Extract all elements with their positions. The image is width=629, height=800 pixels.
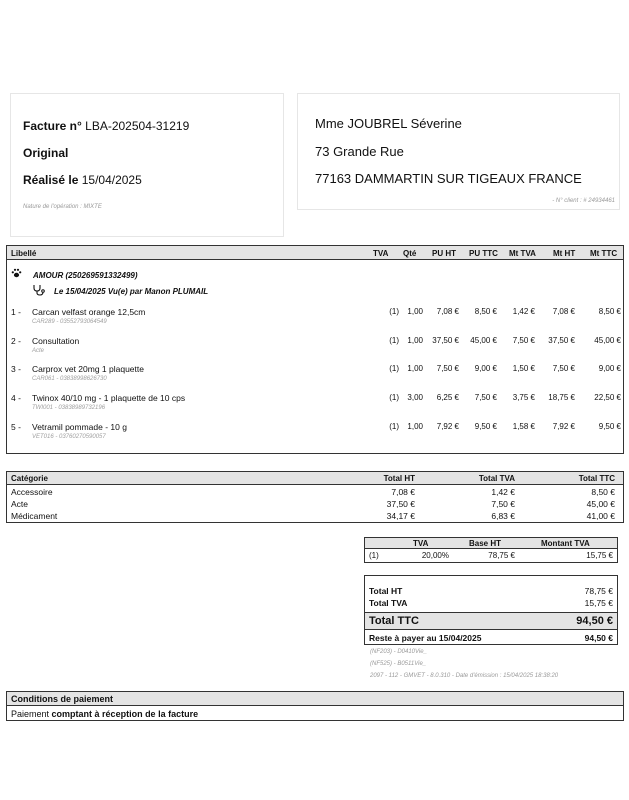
- row-pu-ht: 7,08 €: [436, 307, 459, 316]
- category-ttc: 41,00 €: [586, 511, 615, 521]
- total-ttc-value: 94,50 €: [576, 615, 613, 627]
- row-tva: (1): [389, 336, 399, 345]
- row-qte: 1,00: [407, 364, 423, 373]
- tva-table-header: [365, 538, 617, 549]
- items-table: [6, 245, 624, 454]
- category-tva: 7,50 €: [491, 499, 515, 509]
- row-label: Carcan velfast orange 12,5cm: [32, 307, 146, 317]
- row-index: 1 -: [11, 307, 21, 317]
- invoice-label: Facture n°: [23, 119, 82, 133]
- row-tva: (1): [389, 364, 399, 373]
- row-tva: (1): [389, 307, 399, 316]
- client-city: 77163 DAMMARTIN SUR TIGEAUX FRANCE: [315, 171, 582, 186]
- col-total-ht: Total HT: [383, 474, 415, 483]
- nf203-note: (NF203) - D0410Vie_: [370, 649, 427, 655]
- total-ttc-row: [365, 612, 617, 630]
- category-ht: 7,08 €: [391, 487, 415, 497]
- row-mt-ttc: 9,50 €: [598, 422, 621, 431]
- row-mt-tva: 1,58 €: [512, 422, 535, 431]
- row-tva: (1): [389, 422, 399, 431]
- realise-line: [23, 173, 142, 187]
- nf525-note: (NF525) - B0511Vie_: [370, 661, 427, 667]
- tva-code: (1): [369, 551, 379, 560]
- row-index: 4 -: [11, 393, 21, 403]
- row-mt-tva: 7,50 €: [512, 336, 535, 345]
- row-mt-tva: 1,50 €: [512, 364, 535, 373]
- emission-note: 2097 - 112 - GMVET - 8.0.310 - Date d'émission : 15/04/2025 18:38:20: [370, 673, 559, 679]
- invoice-info-box: [10, 93, 284, 237]
- table-row: [7, 511, 623, 522]
- total-ht-label: Total HT: [369, 586, 403, 596]
- invoice-number: LBA-202504-31219: [85, 119, 190, 133]
- items-table-header: [7, 246, 623, 260]
- row-mt-ttc: 45,00 €: [594, 336, 621, 345]
- realise-label: Réalisé le: [23, 173, 79, 187]
- table-row: [7, 487, 623, 498]
- col-montant-tva: Montant TVA: [541, 539, 590, 548]
- reste-value: 94,50 €: [584, 633, 613, 643]
- category-name: Acte: [11, 499, 29, 509]
- row-pu-ttc: 8,50 €: [474, 307, 497, 316]
- row-pu-ttc: 9,00 €: [474, 364, 497, 373]
- row-mt-ttc: 22,50 €: [594, 393, 621, 402]
- paw-icon: [11, 268, 22, 278]
- row-tva: (1): [389, 393, 399, 402]
- row-mt-ttc: 9,00 €: [598, 364, 621, 373]
- row-label: Vetramil pommade - 10 g: [32, 422, 127, 432]
- total-tva-label: Total TVA: [369, 598, 408, 608]
- client-number: - N° client : # 24934461: [552, 198, 615, 204]
- tva-montant: 15,75 €: [586, 551, 613, 560]
- col-total-ttc: Total TTC: [578, 474, 615, 483]
- col-libelle: Libellé: [11, 249, 37, 258]
- tva-base: 78,75 €: [488, 551, 515, 560]
- col-mt-ttc: Mt TTC: [590, 249, 618, 258]
- row-mt-ht: 18,75 €: [548, 393, 575, 402]
- tva-rate: 20,00%: [421, 551, 449, 560]
- category-table: [6, 471, 624, 523]
- col-tva: TVA: [373, 249, 389, 258]
- tva-table: [364, 537, 618, 563]
- row-pu-ttc: 9,50 €: [474, 422, 497, 431]
- payment-text: [11, 709, 198, 719]
- original-text: Original: [23, 146, 69, 160]
- row-code: CAR289 - 03552793064549: [32, 319, 107, 325]
- col-categorie: Catégorie: [11, 474, 48, 483]
- payment-condition: comptant à réception de la facture: [51, 709, 199, 719]
- col-tva-rate: TVA: [413, 539, 429, 548]
- operation-nature: Nature de l'opération : MIXTE: [23, 204, 102, 210]
- reste-label: Reste à payer au 15/04/2025: [369, 633, 482, 643]
- row-qte: 1,00: [407, 307, 423, 316]
- row-mt-ttc: 8,50 €: [598, 307, 621, 316]
- payment-title: Conditions de paiement: [7, 692, 623, 706]
- row-label: Consultation: [32, 336, 80, 346]
- row-pu-ttc: 7,50 €: [474, 393, 497, 402]
- category-ht: 34,17 €: [386, 511, 415, 521]
- category-tva: 1,42 €: [491, 487, 515, 497]
- row-index: 2 -: [11, 336, 21, 346]
- row-code: VET016 - 03760270590057: [32, 434, 106, 440]
- row-qte: 1,00: [407, 336, 423, 345]
- row-code: TWI001 - 03838989732196: [32, 405, 106, 411]
- total-ttc-label: Total TTC: [369, 615, 419, 627]
- col-total-tva: Total TVA: [478, 474, 515, 483]
- category-tva: 6,83 €: [491, 511, 515, 521]
- row-mt-ht: 7,08 €: [552, 307, 575, 316]
- realise-date: 15/04/2025: [81, 173, 142, 187]
- col-base-ht: Base HT: [469, 539, 502, 548]
- col-mt-tva: Mt TVA: [509, 249, 536, 258]
- row-pu-ht: 37,50 €: [432, 336, 459, 345]
- row-label: Carprox vet 20mg 1 plaquette: [32, 364, 144, 374]
- row-index: 3 -: [11, 364, 21, 374]
- original-label: [23, 146, 68, 160]
- category-ttc: 45,00 €: [586, 499, 615, 509]
- total-tva-value: 15,75 €: [584, 598, 613, 608]
- category-ht: 37,50 €: [386, 499, 415, 509]
- category-ttc: 8,50 €: [591, 487, 615, 497]
- category-name: Médicament: [11, 511, 58, 521]
- client-name: Mme JOUBREL Séverine: [315, 116, 462, 131]
- row-index: 5 -: [11, 422, 21, 432]
- category-table-header: [7, 472, 623, 485]
- row-mt-tva: 3,75 €: [512, 393, 535, 402]
- payment-prefix: Paiement: [11, 709, 50, 719]
- patient-name: AMOUR (250269591332499): [33, 271, 138, 280]
- visit-info: Le 15/04/2025 Vu(e) par Manon PLUMAIL: [54, 287, 209, 296]
- col-qte: Qté: [403, 249, 417, 258]
- row-mt-ht: 37,50 €: [548, 336, 575, 345]
- row-mt-ht: 7,50 €: [552, 364, 575, 373]
- total-ht-value: 78,75 €: [584, 586, 613, 596]
- col-mt-ht: Mt HT: [553, 249, 576, 258]
- row-qte: 3,00: [407, 393, 423, 402]
- row-pu-ht: 7,92 €: [436, 422, 459, 431]
- col-pu-ttc: PU TTC: [469, 249, 498, 258]
- invoice-number-line: [23, 119, 189, 133]
- row-label: Twinox 40/10 mg - 1 plaquette de 10 cps: [32, 393, 186, 403]
- row-qte: 1,00: [407, 422, 423, 431]
- client-street: 73 Grande Rue: [315, 144, 404, 159]
- row-pu-ht: 7,50 €: [436, 364, 459, 373]
- totals-box: [364, 575, 618, 645]
- row-pu-ttc: 45,00 €: [470, 336, 497, 345]
- category-name: Accessoire: [11, 487, 53, 497]
- row-mt-ht: 7,92 €: [552, 422, 575, 431]
- table-row: [7, 499, 623, 510]
- payment-conditions: [6, 691, 624, 721]
- row-code: CAR061 - 03838998626730: [32, 376, 107, 382]
- stethoscope-icon: [32, 284, 45, 296]
- client-box: [297, 93, 620, 210]
- row-code: Acte: [32, 348, 45, 354]
- row-pu-ht: 6,25 €: [436, 393, 459, 402]
- row-mt-tva: 1,42 €: [512, 307, 535, 316]
- col-pu-ht: PU HT: [432, 249, 456, 258]
